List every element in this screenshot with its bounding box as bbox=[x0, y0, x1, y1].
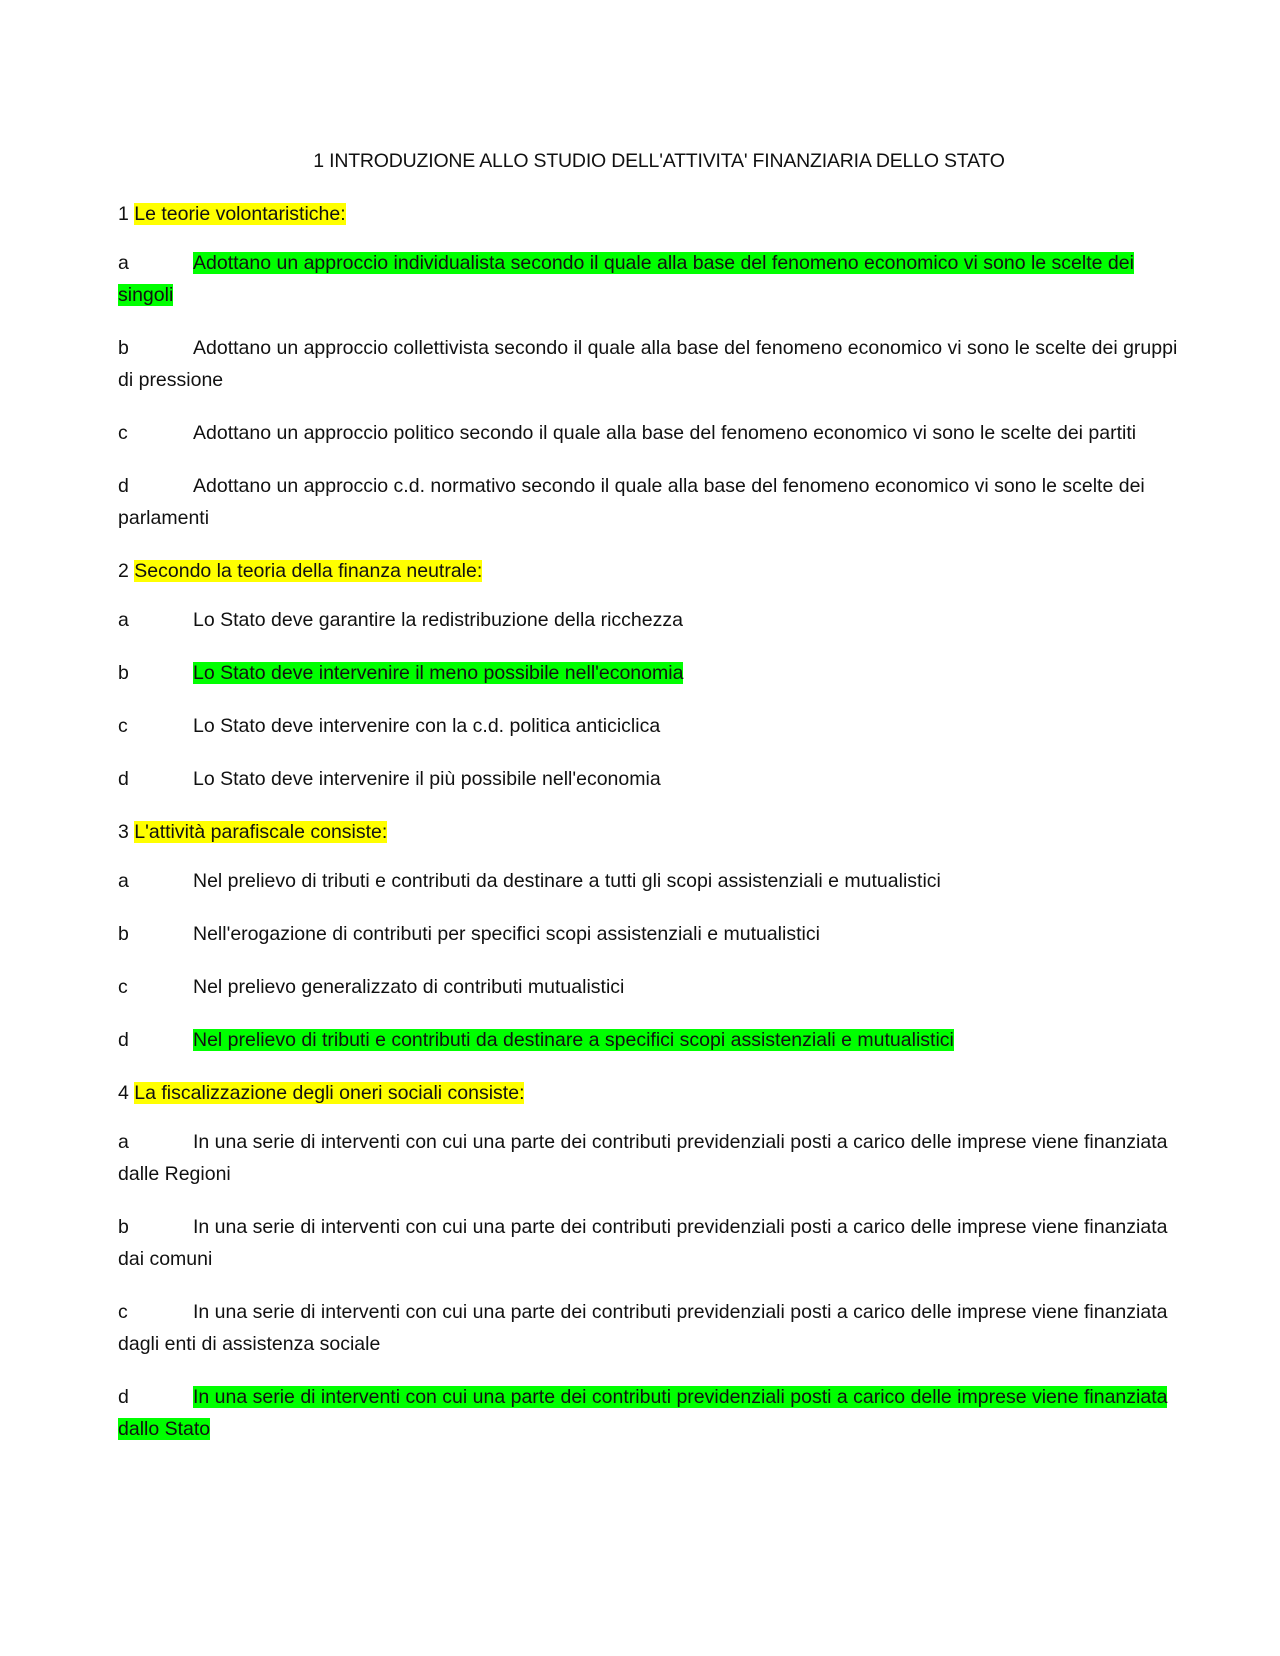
option-letter: c bbox=[118, 1301, 128, 1323]
option-text-correct: In una serie di interventi con cui una parte dei contributi previdenziali posti a carico delle imprese viene finanziata dallo Stato bbox=[118, 1386, 1168, 1440]
question-4 bbox=[118, 1077, 1180, 1109]
option-3d bbox=[118, 1024, 1180, 1056]
option-3c bbox=[118, 971, 1180, 1003]
question-text: L'attività parafiscale consiste: bbox=[134, 821, 388, 843]
option-2d bbox=[118, 763, 1180, 795]
question-1 bbox=[118, 198, 1180, 230]
question-number: 2 bbox=[118, 560, 129, 582]
option-text: In una serie di interventi con cui una parte dei contributi previdenziali posti a carico delle imprese viene finanziata dagli enti di assistenza sociale bbox=[118, 1301, 1168, 1355]
option-letter: a bbox=[118, 870, 129, 892]
question-2 bbox=[118, 555, 1180, 587]
option-text-correct: Adottano un approccio individualista secondo il quale alla base del fenomeno economico vi sono le scelte dei singoli bbox=[118, 252, 1134, 306]
question-number: 1 bbox=[118, 203, 129, 225]
question-number: 3 bbox=[118, 821, 129, 843]
option-letter: d bbox=[118, 1029, 129, 1051]
option-text-correct: Lo Stato deve intervenire il meno possibile nell'economia bbox=[193, 662, 684, 684]
page-title: 1 INTRODUZIONE ALLO STUDIO DELL'ATTIVITA' FINANZIARIA DELLO STATO bbox=[313, 150, 1005, 172]
option-letter: b bbox=[118, 662, 129, 684]
option-2c bbox=[118, 710, 1180, 742]
option-letter: d bbox=[118, 475, 129, 497]
option-text: Adottano un approccio c.d. normativo secondo il quale alla base del fenomeno economico vi sono le scelte dei parlamenti bbox=[118, 475, 1145, 529]
option-letter: c bbox=[118, 422, 128, 444]
option-1c bbox=[118, 417, 1180, 449]
option-text: Nell'erogazione di contributi per specifici scopi assistenziali e mutualistici bbox=[193, 923, 820, 945]
option-4d bbox=[118, 1381, 1180, 1445]
option-letter: c bbox=[118, 976, 128, 998]
option-4c bbox=[118, 1296, 1180, 1360]
option-text: In una serie di interventi con cui una parte dei contributi previdenziali posti a carico delle imprese viene finanziata dai comuni bbox=[118, 1216, 1168, 1270]
option-4a bbox=[118, 1126, 1180, 1190]
option-3a bbox=[118, 865, 1180, 897]
option-text: Nel prelievo generalizzato di contributi mutualistici bbox=[193, 976, 625, 998]
question-text: Le teorie volontaristiche: bbox=[134, 203, 346, 225]
option-2a bbox=[118, 604, 1180, 636]
option-text: Lo Stato deve intervenire il più possibile nell'economia bbox=[193, 768, 661, 790]
option-letter: b bbox=[118, 337, 129, 359]
option-text: Adottano un approccio collettivista secondo il quale alla base del fenomeno economico vi sono le scelte dei gruppi di pressione bbox=[118, 337, 1178, 391]
question-text: La fiscalizzazione degli oneri sociali consiste: bbox=[134, 1082, 525, 1104]
option-letter: b bbox=[118, 1216, 129, 1238]
option-text: Lo Stato deve intervenire con la c.d. politica anticiclica bbox=[193, 715, 661, 737]
option-letter: b bbox=[118, 923, 129, 945]
option-text: Lo Stato deve garantire la redistribuzione della ricchezza bbox=[193, 609, 683, 631]
option-letter: d bbox=[118, 768, 129, 790]
question-3 bbox=[118, 816, 1180, 848]
option-text-correct: Nel prelievo di tributi e contributi da destinare a specifici scopi assistenziali e mutualistici bbox=[193, 1029, 954, 1051]
option-text: In una serie di interventi con cui una parte dei contributi previdenziali posti a carico delle imprese viene finanziata dalle Regioni bbox=[118, 1131, 1168, 1185]
option-letter: d bbox=[118, 1386, 129, 1408]
option-3b bbox=[118, 918, 1180, 950]
option-letter: a bbox=[118, 252, 129, 274]
option-letter: a bbox=[118, 609, 129, 631]
question-number: 4 bbox=[118, 1082, 129, 1104]
option-1a bbox=[118, 247, 1180, 311]
option-4b bbox=[118, 1211, 1180, 1275]
option-letter: a bbox=[118, 1131, 129, 1153]
option-text: Nel prelievo di tributi e contributi da destinare a tutti gli scopi assistenziali e mutualistici bbox=[193, 870, 941, 892]
option-1d bbox=[118, 470, 1180, 534]
option-text: Adottano un approccio politico secondo il quale alla base del fenomeno economico vi sono le scelte dei partiti bbox=[193, 422, 1137, 444]
question-text: Secondo la teoria della finanza neutrale: bbox=[134, 560, 483, 582]
option-letter: c bbox=[118, 715, 128, 737]
option-2b bbox=[118, 657, 1180, 689]
option-1b bbox=[118, 332, 1180, 396]
